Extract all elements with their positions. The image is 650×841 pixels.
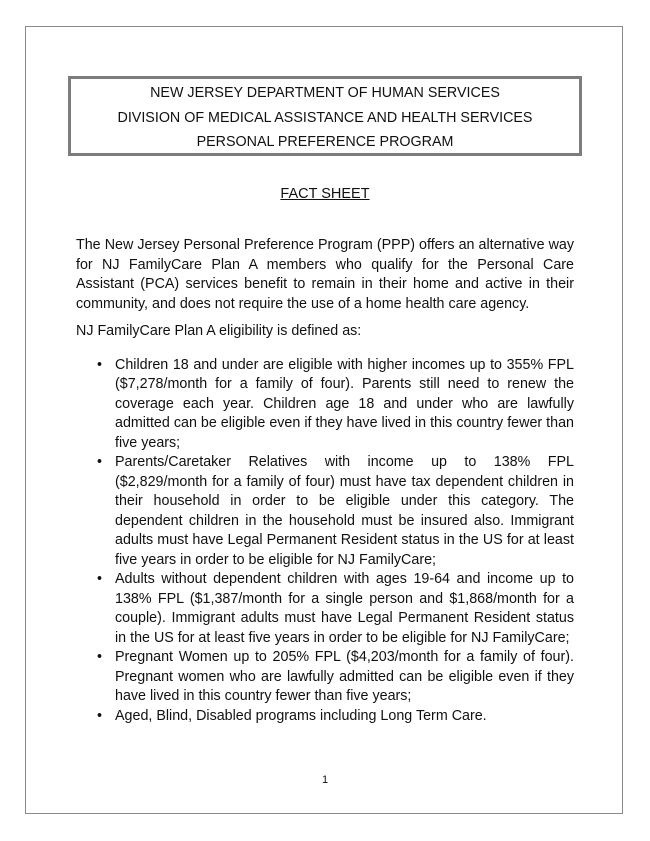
header-line-department: NEW JERSEY DEPARTMENT OF HUMAN SERVICES bbox=[150, 85, 500, 101]
document-title: FACT SHEET bbox=[280, 186, 370, 202]
list-item-text: Pregnant Women up to 205% FPL ($4,203/month for a family of four). Pregnant women who are lawfully admitted can be eligible even if they have lived in this country fewer than five years; bbox=[115, 649, 574, 704]
list-item bbox=[97, 453, 574, 570]
list-item-text: Aged, Blind, Disabled programs including Long Term Care. bbox=[115, 707, 487, 724]
intro-paragraph: The New Jersey Personal Preference Program (PPP) offers an alternative way for NJ FamilyCare Plan A members who qualify for the Personal Care Assistant (PCA) services benefit to remain in their home and active in their community, and does not require the use of a home health care agency. bbox=[76, 237, 574, 312]
list-item bbox=[97, 356, 574, 454]
header-line-program: PERSONAL PREFERENCE PROGRAM bbox=[196, 134, 454, 150]
list-item bbox=[97, 648, 574, 707]
bullet-icon: • bbox=[97, 571, 103, 587]
eligibility-lead: NJ FamilyCare Plan A eligibility is defined as: bbox=[76, 323, 362, 339]
header-box bbox=[68, 76, 582, 156]
header-line-division: DIVISION OF MEDICAL ASSISTANCE AND HEALTH SERVICES bbox=[117, 109, 533, 126]
document-body bbox=[76, 236, 574, 726]
list-item-text: Adults without dependent children with ages 19-64 and income up to 138% FPL ($1,387/month for a single person and $1,868/month for a couple). Immigrant adults must have Legal Permanent Resident status in the US for at least five years in order to be eligible for NJ FamilyCare; bbox=[115, 571, 574, 646]
list-item-text: Children 18 and under are eligible with higher incomes up to 355% FPL ($7,278/month for a family of four). Parents still need to renew the coverage each year. Children age 18 and under who are lawfully admitted can be eligible even if they have lived in this country fewer than five years; bbox=[115, 356, 574, 451]
list-item-text: Parents/Caretaker Relatives with income up to 138% FPL ($2,829/month for a family of four) must have tax dependent children in their household in order to be eligible under this category. The dependent children in the household must be insured also. Immigrant adults must have Legal Permanent Resident status in the US for at least five years in order to be eligible for NJ FamilyCare; bbox=[115, 454, 574, 568]
bullet-icon: • bbox=[97, 707, 103, 724]
bullet-icon: • bbox=[97, 356, 103, 373]
list-item bbox=[97, 707, 574, 727]
bullet-icon: • bbox=[97, 454, 103, 470]
list-item bbox=[97, 570, 574, 648]
page-number: 1 bbox=[321, 774, 329, 786]
bullet-icon: • bbox=[97, 649, 103, 665]
eligibility-list bbox=[76, 356, 574, 727]
